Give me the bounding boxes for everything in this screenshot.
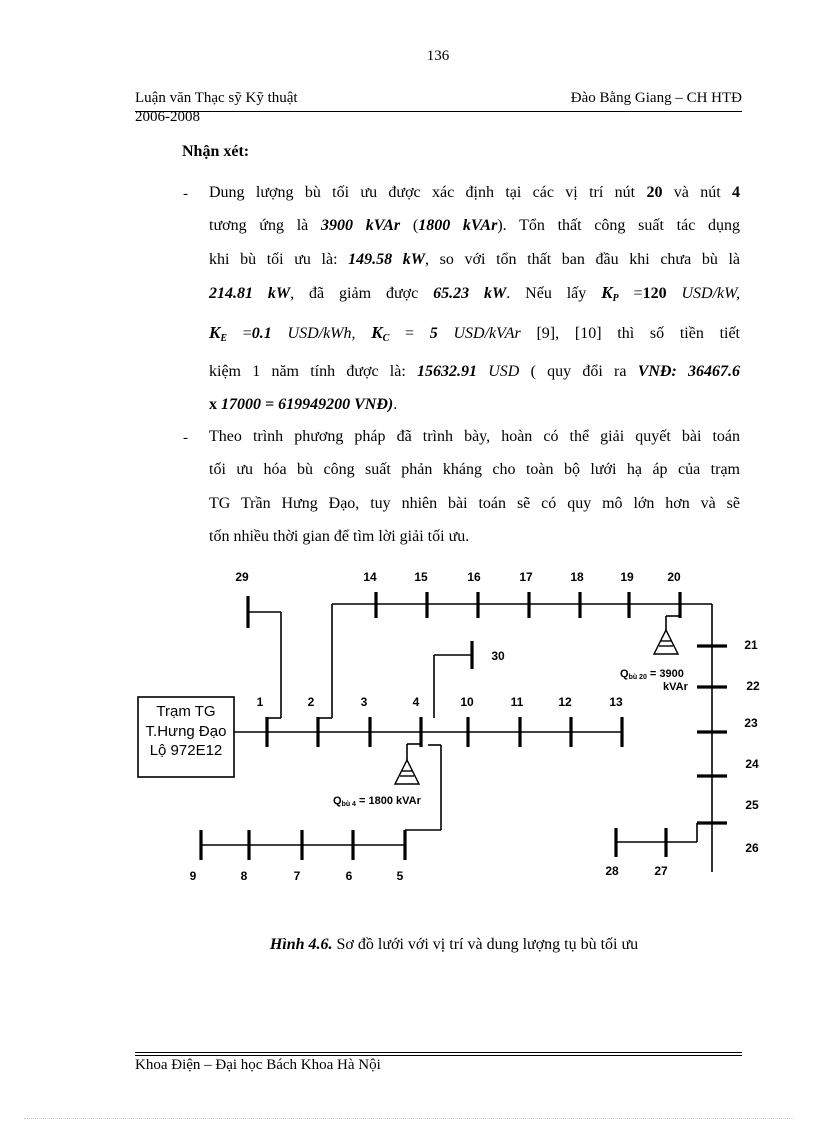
node-label-6: 6 [345,869,353,883]
p2-line-1: Theo trình phương pháp đã trình bày, hoàn có thể giải quyết bài toán [209,428,740,445]
node-label-9: 9 [189,869,197,883]
node-label-20: 20 [667,570,681,584]
node-label-22: 22 [746,679,760,693]
p1-line-1: Dung lượng bù tối ưu được xác định tại các vị trí nút 20 và nút 4 [209,184,741,201]
p1-line-4: 214.81 kW, đã giảm được 65.23 kW. Nếu lấy $K_P =120$ USD/kW, [209,283,741,305]
node-label-19: 19 [620,570,634,584]
node-label-2: 2 [307,695,315,709]
station-line-3: Lộ 972E12 [149,742,223,759]
cap4-label: Qbù 4 = 1800 kVAr [333,795,421,808]
node-label-24: 24 [745,757,759,771]
page-number: 136 [426,48,450,64]
node-label-26: 26 [745,841,759,855]
p1-line-7: x 17000 = 619949200 VNĐ). [209,396,398,414]
node-label-23: 23 [744,716,758,730]
node-label-10: 10 [460,695,474,709]
p2-line-2: tối ưu hóa bù công suất phản kháng cho toàn bộ lưới hạ áp của trạm [209,461,740,479]
node-label-13: 13 [609,695,623,709]
node-label-3: 3 [360,695,368,709]
node-label-25: 25 [745,798,759,812]
node-label-1: 1 [256,695,264,709]
footer-institution: Khoa Điện – Đại học Bách Khoa Hà Nội [135,1057,381,1073]
p1-line-6: kiệm 1 năm tính được là: 15632.91 USD ( quy đổi ra VNĐ: 36467.6 [209,363,741,381]
header-thesis-years: 2006-2008 [135,109,200,125]
p2-line-4: tốn nhiều thời gian để tìm lời giải tối ưu. [209,528,470,546]
header-thesis-title: Luận văn Thạc sỹ Kỹ thuật [135,90,298,106]
node-label-16: 16 [467,570,481,584]
node-label-28: 28 [605,864,619,878]
node-label-21: 21 [744,638,758,652]
cap20-label: Qbù 20 = 3900 [620,668,684,681]
node-label-12: 12 [558,695,572,709]
header-author: Đào Bằng Giang – CH HTĐ [570,90,742,106]
p1-line-5: $K_E =0.1$ USD/kWh, $K_C = 5$ USD/kVAr [9], [10] thì số tiền tiết [209,322,740,344]
p1-line-2: tương ứng là 3900 kVAr (1800 kVAr). Tổn thất công suất tác dụng [209,217,741,235]
node-label-14: 14 [363,570,377,584]
node-label-18: 18 [570,570,584,584]
station-line-2: T.Hưng Đạo [145,723,227,740]
node-label-17: 17 [519,570,533,584]
bullet-2: - [183,430,188,446]
node-label-5: 5 [396,869,404,883]
footer-rule-top [135,1052,742,1053]
node-label-8: 8 [240,869,248,883]
bullet-1: - [183,186,188,202]
section-title: Nhận xét: [182,143,250,160]
cap20-unit: kVAr [663,681,688,693]
capacitor-20-icon [654,630,678,654]
figure-caption: Hình 4.6. Sơ đồ lưới với vị trí và dung lượng tụ bù tối ưu [269,936,639,953]
node-label-30: 30 [491,649,505,663]
node-label-7: 7 [293,869,301,883]
capacitor-4-icon [395,760,419,784]
node-label-4: 4 [412,695,420,709]
node-label-11: 11 [510,695,524,709]
page-edge-dots [24,1118,794,1119]
node-label-27: 27 [654,864,668,878]
footer-rule-bottom [135,1055,742,1056]
p1-line-3: khi bù tối ưu là: 149.58 kW, so với tổn thất ban đầu khi chưa bù là [209,250,740,268]
station-line-1: Trạm TG [156,703,216,720]
node-label-29: 29 [235,570,249,584]
p2-line-3: TG Trần Hưng Đạo, tuy nhiên bài toán sẽ có quy mô lớn hơn và sẽ [209,494,740,512]
node-label-15: 15 [414,570,428,584]
